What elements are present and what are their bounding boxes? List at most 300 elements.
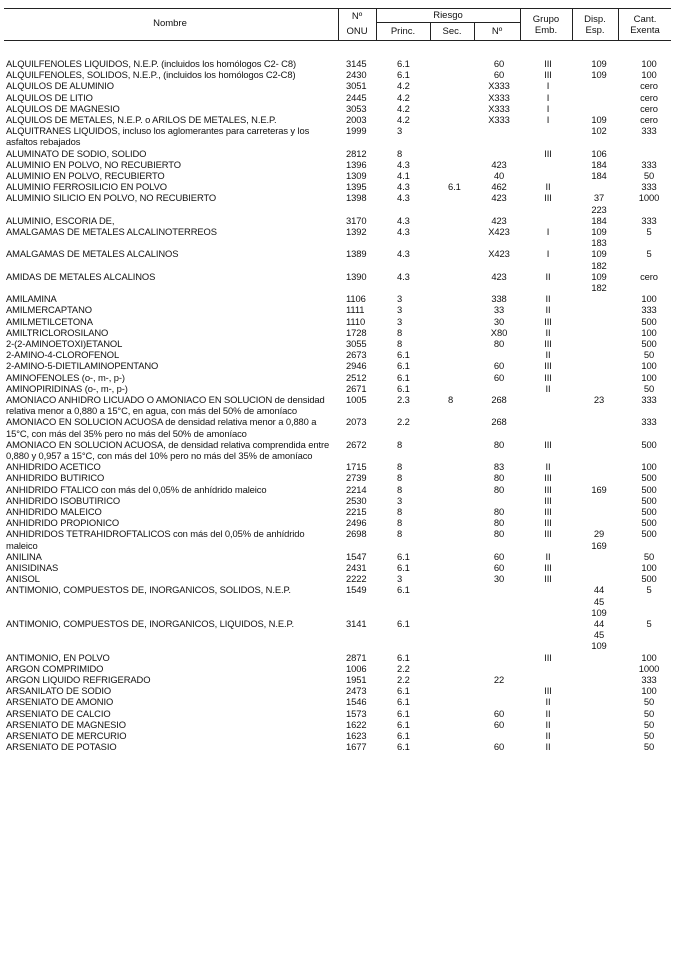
nombre-cell: ALQUILOS DE LITIO xyxy=(6,91,93,103)
table-row xyxy=(0,159,675,170)
onu-cell: 2671 xyxy=(346,382,367,394)
disp-esp-cell xyxy=(582,226,616,248)
onu-cell: 1677 xyxy=(346,741,367,753)
grupo-emb-cell: III xyxy=(544,147,552,159)
onu-cell: 1110 xyxy=(346,315,366,327)
nombre-cell: AMALGAMAS DE METALES ALCALINOTERREOS xyxy=(6,226,217,238)
table-row xyxy=(0,226,675,248)
onu-cell: 2073 xyxy=(346,416,367,428)
cant-exenta-cell: cero xyxy=(640,91,658,103)
nombre-cell: ARSENIATO DE POTASIO xyxy=(6,741,117,753)
nombre-cell: ARSENIATO DE CALCIO xyxy=(6,707,111,719)
header-exenta: Exenta xyxy=(630,25,660,36)
onu-cell: 1546 xyxy=(346,696,367,708)
riesgo-princ-cell: 4.3 xyxy=(397,214,410,226)
cant-exenta-cell: cero xyxy=(640,270,658,282)
riesgo-princ-cell: 2.3 xyxy=(397,394,410,406)
cant-exenta-cell: 500 xyxy=(641,472,657,484)
cant-exenta-cell: 100 xyxy=(641,69,657,81)
onu-cell: 2445 xyxy=(346,91,367,103)
table-row xyxy=(0,506,675,517)
cant-exenta-cell: 50 xyxy=(643,550,655,562)
riesgo-num-cell: 338 xyxy=(491,293,507,305)
disp-esp-cell: 184 xyxy=(591,158,607,170)
nombre-cell: ANTIMONIO, COMPUESTOS DE, INORGANICOS, SOLIDOS, N.E.P. xyxy=(6,584,291,596)
riesgo-princ-cell: 4.2 xyxy=(397,91,410,103)
cant-exenta-cell: 500 xyxy=(641,517,657,529)
cant-exenta-cell: 500 xyxy=(641,506,657,518)
riesgo-princ-cell: 6.1 xyxy=(397,371,410,383)
table-row xyxy=(0,528,675,550)
disp-esp-cell xyxy=(582,584,616,618)
nombre-cell: AMILMERCAPTANO xyxy=(6,304,92,316)
riesgo-princ-cell: 8 xyxy=(397,528,403,540)
nombre-cell: ALUMINIO EN POLVO, NO RECUBIERTO xyxy=(6,158,181,170)
riesgo-num-cell: X333 xyxy=(488,91,510,103)
onu-cell: 3055 xyxy=(346,338,367,350)
disp-esp-value: 109 xyxy=(591,640,607,652)
onu-cell: 1728 xyxy=(346,326,367,338)
grupo-emb-cell: II xyxy=(545,461,551,473)
riesgo-num-cell: 80 xyxy=(493,528,505,540)
table-row xyxy=(0,495,675,506)
cant-exenta-cell: 50 xyxy=(643,382,655,394)
grupo-emb-cell: III xyxy=(544,528,552,540)
table-row xyxy=(0,562,675,573)
riesgo-num-cell: 33 xyxy=(493,304,505,316)
nombre-cell: ALQUILFENOLES LIQUIDOS, N.E.P. (incluidos los homólogos C2- C8) xyxy=(6,58,296,69)
cant-exenta-cell: 100 xyxy=(641,371,657,383)
onu-cell: 2530 xyxy=(346,494,367,506)
onu-cell: 1395 xyxy=(346,181,367,193)
cant-exenta-cell: 50 xyxy=(643,349,655,361)
riesgo-princ-cell: 4.2 xyxy=(397,80,410,92)
nombre-cell: ALQUILFENOLES, SOLIDOS, N.E.P., (incluidos los homólogos C2-C8) xyxy=(6,69,296,81)
grupo-emb-cell: I xyxy=(546,226,550,238)
disp-esp-cell xyxy=(582,248,616,270)
grupo-emb-cell: II xyxy=(545,181,551,193)
cant-exenta-cell: 333 xyxy=(641,416,657,428)
nombre-cell: ARSENIATO DE MERCURIO xyxy=(6,730,127,742)
grupo-emb-cell: II xyxy=(545,696,551,708)
table-row xyxy=(0,80,675,91)
riesgo-num-cell: 80 xyxy=(493,517,505,529)
cant-exenta-cell: 50 xyxy=(643,741,655,753)
disp-esp-cell: 184 xyxy=(591,214,607,226)
table-row xyxy=(0,685,675,696)
riesgo-princ-cell: 8 xyxy=(397,338,403,350)
nombre-cell: ARSENIATO DE MAGNESIO xyxy=(6,718,126,730)
grupo-emb-cell: I xyxy=(546,114,550,126)
onu-cell: 2003 xyxy=(346,114,367,126)
nombre-cell: AMALGAMAS DE METALES ALCALINOS xyxy=(6,248,179,260)
riesgo-sec-cell: 8 xyxy=(448,394,454,406)
onu-cell: 1005 xyxy=(346,394,367,406)
cant-exenta-cell: 50 xyxy=(643,696,655,708)
table-row xyxy=(0,663,675,674)
grupo-emb-cell: II xyxy=(545,730,551,742)
riesgo-num-cell: 268 xyxy=(491,394,507,406)
nombre-cell: AMONIACO EN SOLUCION ACUOSA, de densidad relativa comprendida entre 0,880 y 0,957 a 15°C, con más del 10% pero no más del 35% de amoníaco xyxy=(6,438,330,462)
riesgo-princ-cell: 6.1 xyxy=(397,69,410,81)
cant-exenta-cell: 50 xyxy=(643,707,655,719)
grupo-emb-cell: II xyxy=(545,326,551,338)
riesgo-princ-cell: 4.3 xyxy=(397,192,410,204)
cant-exenta-cell: 500 xyxy=(641,338,657,350)
onu-cell: 1309 xyxy=(346,170,367,182)
table-row xyxy=(0,114,675,125)
disp-esp-cell: 184 xyxy=(591,170,607,182)
cant-exenta-cell: 500 xyxy=(641,438,657,450)
nombre-cell: 2-(2-AMINOETOXI)ETANOL xyxy=(6,338,123,350)
riesgo-princ-cell: 6.1 xyxy=(397,718,410,730)
grupo-emb-cell: II xyxy=(545,707,551,719)
riesgo-num-cell: 80 xyxy=(493,338,505,350)
header-esp: Esp. xyxy=(585,25,605,36)
riesgo-num-cell: 60 xyxy=(493,550,505,562)
cant-exenta-cell: cero xyxy=(640,114,658,126)
onu-cell: 1715 xyxy=(346,461,367,473)
cant-exenta-cell: 50 xyxy=(643,718,655,730)
table-row xyxy=(0,271,675,293)
disp-esp-value: 183 xyxy=(591,237,607,249)
nombre-cell: ARGON LIQUIDO REFRIGERADO xyxy=(6,674,151,686)
riesgo-princ-cell: 4.3 xyxy=(397,270,410,282)
table-row xyxy=(0,461,675,472)
onu-cell: 2946 xyxy=(346,360,367,372)
riesgo-princ-cell: 6.1 xyxy=(397,618,410,630)
riesgo-num-cell: 60 xyxy=(493,741,505,753)
onu-cell: 1622 xyxy=(346,718,367,730)
riesgo-princ-cell: 3 xyxy=(397,293,403,305)
table-row xyxy=(0,439,675,461)
onu-cell: 1389 xyxy=(346,248,367,260)
disp-esp-value: 44 xyxy=(593,618,605,630)
nombre-cell: ALUMINIO, ESCORIA DE, xyxy=(6,214,115,226)
onu-cell: 2871 xyxy=(346,651,367,663)
cant-exenta-cell: 500 xyxy=(641,494,657,506)
grupo-emb-cell: III xyxy=(544,371,552,383)
nombre-cell: ANISOL xyxy=(6,573,40,585)
nombre-cell: AMILAMINA xyxy=(6,293,57,305)
header-sec: Sec. xyxy=(442,26,462,37)
disp-esp-value: 182 xyxy=(591,259,607,271)
onu-cell: 2698 xyxy=(346,528,367,540)
header-disp: Disp. xyxy=(584,14,606,25)
table-row xyxy=(0,304,675,315)
nombre-cell: ANHIDRIDO ACETICO xyxy=(6,461,101,473)
onu-cell: 2739 xyxy=(346,472,367,484)
table-row xyxy=(0,730,675,741)
grupo-emb-cell: II xyxy=(545,382,551,394)
riesgo-num-cell: 40 xyxy=(493,170,505,182)
table-row xyxy=(0,181,675,192)
cant-exenta-cell: 1000 xyxy=(638,192,660,204)
table-row xyxy=(0,674,675,685)
nombre-cell: ALUMINIO EN POLVO, RECUBIERTO xyxy=(6,170,165,182)
disp-esp-cell: 102 xyxy=(591,125,607,137)
onu-cell: 3051 xyxy=(346,80,367,92)
table-row xyxy=(0,293,675,304)
cant-exenta-cell: 1000 xyxy=(638,662,660,674)
table-body xyxy=(0,58,675,753)
nombre-cell: ARSENIATO DE AMONIO xyxy=(6,696,114,708)
disp-esp-cell: 109 xyxy=(591,69,607,81)
onu-cell: 1006 xyxy=(346,662,367,674)
grupo-emb-cell: III xyxy=(544,58,552,69)
riesgo-num-cell: 60 xyxy=(493,707,505,719)
header-nombre: Nombre xyxy=(153,18,187,29)
cant-exenta-cell: 100 xyxy=(641,461,657,473)
grupo-emb-cell: III xyxy=(544,562,552,574)
grupo-emb-cell: III xyxy=(544,573,552,585)
riesgo-princ-cell: 8 xyxy=(397,517,403,529)
onu-cell: 2512 xyxy=(346,371,367,383)
header-riesgo: Riesgo xyxy=(433,10,463,21)
riesgo-num-cell: 22 xyxy=(493,674,505,686)
nombre-cell: ALQUILOS DE METALES, N.E.P. o ARILOS DE METALES, N.E.P. xyxy=(6,114,277,126)
grupo-emb-cell: I xyxy=(546,102,550,114)
table-row xyxy=(0,394,675,416)
nombre-cell: ALUMINIO SILICIO EN POLVO, NO RECUBIERTO xyxy=(6,192,217,204)
table-row xyxy=(0,618,675,652)
onu-cell: 2430 xyxy=(346,69,367,81)
header-no-riesgo: Nº xyxy=(491,26,503,37)
nombre-cell: ANILINA xyxy=(6,550,42,562)
riesgo-princ-cell: 4.3 xyxy=(397,248,410,260)
grupo-emb-cell: II xyxy=(545,293,551,305)
riesgo-num-cell: 60 xyxy=(493,69,505,81)
riesgo-num-cell: 462 xyxy=(491,181,507,193)
riesgo-princ-cell: 4.3 xyxy=(397,226,410,238)
riesgo-num-cell: 80 xyxy=(493,483,505,495)
table-row xyxy=(0,383,675,394)
nombre-cell: AMILMETILCETONA xyxy=(6,315,93,327)
cant-exenta-cell: 50 xyxy=(643,730,655,742)
table-row xyxy=(0,517,675,528)
onu-cell: 1396 xyxy=(346,158,367,170)
cant-exenta-cell: cero xyxy=(640,80,658,92)
riesgo-num-cell: 60 xyxy=(493,58,505,69)
riesgo-num-cell: 60 xyxy=(493,562,505,574)
riesgo-num-cell: X423 xyxy=(488,248,510,260)
riesgo-princ-cell: 8 xyxy=(397,472,403,484)
table-row xyxy=(0,484,675,495)
disp-esp-cell: 109 xyxy=(591,58,607,69)
grupo-emb-cell: III xyxy=(544,315,552,327)
disp-esp-cell xyxy=(582,618,616,652)
disp-esp-value: 29 xyxy=(593,528,605,540)
riesgo-princ-cell: 8 xyxy=(397,483,403,495)
grupo-emb-cell: I xyxy=(546,91,550,103)
onu-cell: 1999 xyxy=(346,125,367,137)
cant-exenta-cell: cero xyxy=(640,102,658,114)
cant-exenta-cell: 5 xyxy=(646,248,652,260)
table-row xyxy=(0,696,675,707)
disp-esp-value: 45 xyxy=(593,629,605,641)
onu-cell: 1573 xyxy=(346,707,367,719)
table-row xyxy=(0,103,675,114)
table-row xyxy=(0,338,675,349)
cant-exenta-cell: 333 xyxy=(641,158,657,170)
disp-esp-value: 109 xyxy=(591,248,607,260)
onu-cell: 3170 xyxy=(346,214,367,226)
riesgo-sec-cell: 6.1 xyxy=(448,181,461,193)
riesgo-princ-cell: 4.1 xyxy=(397,170,410,182)
riesgo-princ-cell: 6.1 xyxy=(397,741,410,753)
grupo-emb-cell: III xyxy=(544,517,552,529)
table-row xyxy=(0,316,675,327)
riesgo-num-cell: 60 xyxy=(493,718,505,730)
grupo-emb-cell: II xyxy=(545,304,551,316)
riesgo-num-cell: 80 xyxy=(493,472,505,484)
onu-cell: 2496 xyxy=(346,517,367,529)
cant-exenta-cell: 5 xyxy=(646,584,652,596)
nombre-cell: ANHIDRIDO FTALICO con más del 0,05% de anhídrido maleico xyxy=(6,483,267,495)
grupo-emb-cell: III xyxy=(544,494,552,506)
header-emb: Emb. xyxy=(534,25,558,36)
table-row xyxy=(0,741,675,752)
disp-esp-cell xyxy=(582,271,616,293)
table-row xyxy=(0,125,675,147)
riesgo-princ-cell: 6.1 xyxy=(397,349,410,361)
table-row xyxy=(0,192,675,214)
riesgo-num-cell: X423 xyxy=(488,226,510,238)
disp-esp-value: 223 xyxy=(591,203,607,215)
table-header xyxy=(0,8,675,48)
table-row xyxy=(0,349,675,360)
onu-cell: 2431 xyxy=(346,562,367,574)
riesgo-num-cell: 60 xyxy=(493,371,505,383)
nombre-cell: ANHIDRIDO PROPIONICO xyxy=(6,517,120,529)
table-row xyxy=(0,573,675,584)
riesgo-num-cell: 83 xyxy=(493,461,505,473)
nombre-cell: ARGON COMPRIMIDO xyxy=(6,662,104,674)
cant-exenta-cell: 100 xyxy=(641,360,657,372)
disp-esp-cell xyxy=(582,192,616,214)
table-row xyxy=(0,719,675,730)
riesgo-princ-cell: 6.1 xyxy=(397,550,410,562)
riesgo-num-cell: X80 xyxy=(490,326,508,338)
riesgo-princ-cell: 6.1 xyxy=(397,651,410,663)
riesgo-princ-cell: 3 xyxy=(397,315,403,327)
riesgo-princ-cell: 6.1 xyxy=(397,696,410,708)
onu-cell: 2214 xyxy=(346,483,367,495)
cant-exenta-cell: 500 xyxy=(641,573,657,585)
grupo-emb-cell: II xyxy=(545,270,551,282)
grupo-emb-cell: III xyxy=(544,360,552,372)
riesgo-princ-cell: 6.1 xyxy=(397,584,410,596)
riesgo-num-cell: X333 xyxy=(488,114,510,126)
cant-exenta-cell: 100 xyxy=(641,562,657,574)
cant-exenta-cell: 333 xyxy=(641,304,657,316)
nombre-cell: ALUMINATO DE SODIO, SOLIDO xyxy=(6,147,147,159)
table-row xyxy=(0,215,675,226)
table-row xyxy=(0,248,675,270)
table-row xyxy=(0,360,675,371)
riesgo-princ-cell: 6.1 xyxy=(397,382,410,394)
disp-esp-cell: 109 xyxy=(591,114,607,126)
riesgo-princ-cell: 3 xyxy=(397,573,403,585)
grupo-emb-cell: III xyxy=(544,685,552,697)
riesgo-princ-cell: 8 xyxy=(397,506,403,518)
onu-cell: 2473 xyxy=(346,685,367,697)
disp-esp-cell: 23 xyxy=(593,394,605,406)
riesgo-princ-cell: 8 xyxy=(397,326,403,338)
cant-exenta-cell: 100 xyxy=(641,685,657,697)
nombre-cell: AMONIACO EN SOLUCION ACUOSA de densidad relativa menor a 0,880 a 15°C, con más del 35% pero no más del 50% de amoníaco xyxy=(6,416,317,439)
cant-exenta-cell: 100 xyxy=(641,58,657,69)
riesgo-num-cell: 30 xyxy=(493,573,505,585)
riesgo-princ-cell: 2.2 xyxy=(397,662,410,674)
onu-cell: 2673 xyxy=(346,349,367,361)
cant-exenta-cell: 500 xyxy=(641,315,657,327)
table-row xyxy=(0,58,675,69)
nombre-cell: 2-AMINO-5-DIETILAMINOPENTANO xyxy=(6,360,159,372)
grupo-emb-cell: III xyxy=(544,472,552,484)
nombre-cell: ANHIDRIDO ISOBUTIRICO xyxy=(6,494,121,506)
header-onu: ONU xyxy=(346,26,368,37)
riesgo-num-cell: 423 xyxy=(491,192,507,204)
riesgo-princ-cell: 4.3 xyxy=(397,158,410,170)
disp-esp-value: 109 xyxy=(591,606,607,618)
cant-exenta-cell: 100 xyxy=(641,293,657,305)
riesgo-princ-cell: 2.2 xyxy=(397,674,410,686)
nombre-cell: ANHIDRIDOS TETRAHIDROFTALICOS con más del 0,05% de anhídrido maleico xyxy=(6,528,305,551)
riesgo-num-cell: 423 xyxy=(491,214,507,226)
nombre-cell: ALQUITRANES LIQUIDOS, incluso los aglomerantes para carreteras y los asfaltos rebajados xyxy=(6,125,310,148)
riesgo-princ-cell: 3 xyxy=(397,125,403,137)
nombre-cell: ANHIDRIDO BUTIRICO xyxy=(6,472,105,484)
riesgo-princ-cell: 6.1 xyxy=(397,685,410,697)
table-row xyxy=(0,327,675,338)
riesgo-princ-cell: 8 xyxy=(397,461,403,473)
riesgo-princ-cell: 6.1 xyxy=(397,730,410,742)
riesgo-princ-cell: 6.1 xyxy=(397,360,410,372)
grupo-emb-cell: I xyxy=(546,248,550,260)
nombre-cell: AMILTRICLOROSILANO xyxy=(6,326,109,338)
nombre-cell: ANTIMONIO, COMPUESTOS DE, INORGANICOS, LIQUIDOS, N.E.P. xyxy=(6,618,294,630)
grupo-emb-cell: II xyxy=(545,550,551,562)
disp-esp-value: 45 xyxy=(593,595,605,607)
nombre-cell: ANISIDINAS xyxy=(6,562,59,574)
disp-esp-value: 109 xyxy=(591,270,607,282)
grupo-emb-cell: II xyxy=(545,718,551,730)
grupo-emb-cell: II xyxy=(545,741,551,753)
header-no: Nº xyxy=(351,11,363,22)
riesgo-num-cell: 268 xyxy=(491,416,507,428)
riesgo-princ-cell: 4.2 xyxy=(397,102,410,114)
cant-exenta-cell: 50 xyxy=(643,170,655,182)
riesgo-num-cell: 30 xyxy=(493,315,505,327)
onu-cell: 1398 xyxy=(346,192,367,204)
riesgo-num-cell: 80 xyxy=(493,438,505,450)
onu-cell: 1547 xyxy=(346,550,367,562)
table-row xyxy=(0,652,675,663)
onu-cell: 1951 xyxy=(346,674,367,686)
table-row xyxy=(0,372,675,383)
riesgo-num-cell: 80 xyxy=(493,506,505,518)
grupo-emb-cell: III xyxy=(544,506,552,518)
header-cant: Cant. xyxy=(633,14,657,25)
cant-exenta-cell: 333 xyxy=(641,394,657,406)
riesgo-princ-cell: 2.2 xyxy=(397,416,410,428)
table-row xyxy=(0,708,675,719)
riesgo-num-cell: 60 xyxy=(493,360,505,372)
grupo-emb-cell: II xyxy=(545,349,551,361)
disp-esp-value: 37 xyxy=(593,192,605,204)
cant-exenta-cell: 100 xyxy=(641,326,657,338)
